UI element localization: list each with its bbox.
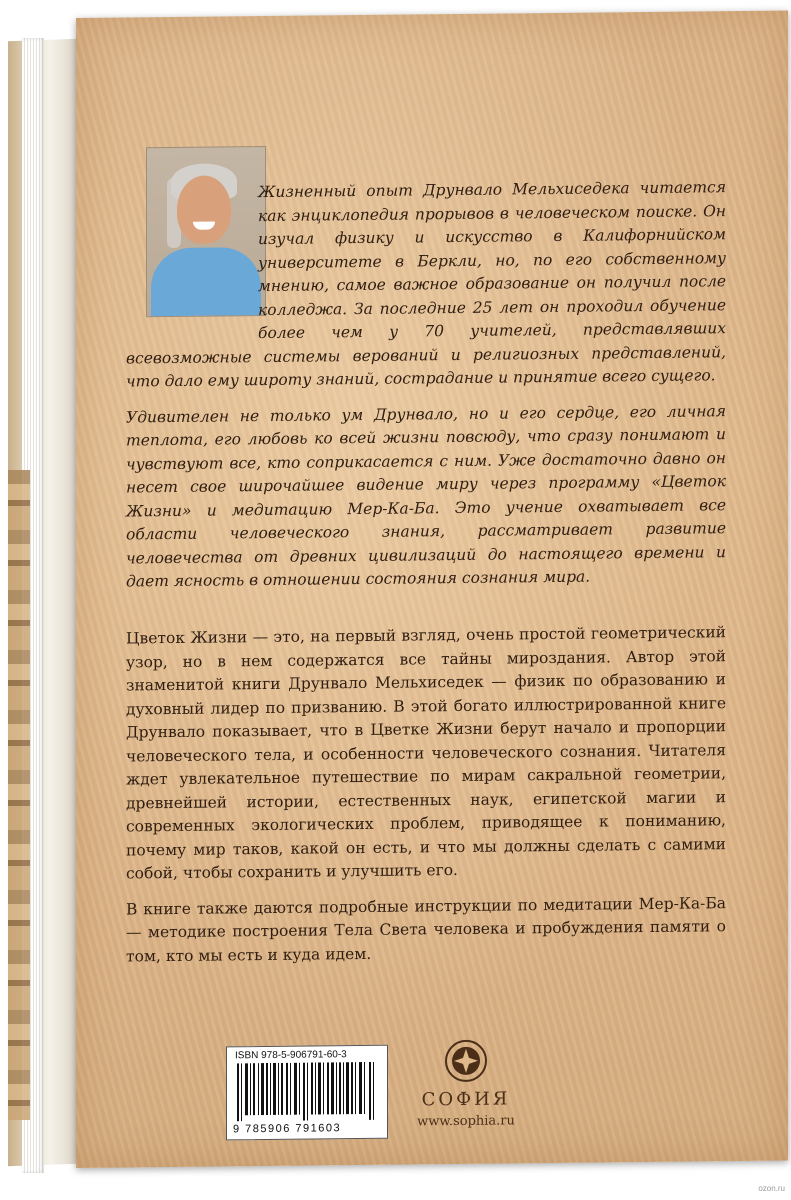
book-description [126,621,726,980]
watermark: ozon.ru [758,1184,785,1193]
isbn-barcode [226,1045,388,1141]
spine-wood-texture [8,470,30,1120]
back-cover [76,11,788,1168]
bio-paragraph-1: Жизненный опыт Друнвало Мельхиседека читается как энциклопедия прорывов в человеческом поиске. Он изучал физику и искусство в Калифорнийском университете в Беркли, но, по его собственному мнению, самое важное образование он получил после колледжа. За последние 25 лет он проходил обучение более чем у 70 учителей, представлявших всевозможные системы верований и религиозных представлений, что дало ему широту знаний, сострадание и принятие всего сущего. [126,178,726,391]
isbn-number: 9 785906 791603 [233,1122,342,1136]
publisher-name: СОФИЯ [421,1088,511,1111]
publisher-logo-icon [444,1039,488,1083]
bio-paragraph-2: Удивителен не только ум Друнвало, но и его сердце, его личная теплота, его любовь ко всей жизни повсюду, что сразу понимают и чувствуют все, кто соприкасается с ним. Уже достаточно давно он несет свое широчайшее видение миру через программу «Цветок Жизни» и медитацию Мер-Ка-Ба. Это учение охватывает все области человеческого знания, рассматривает развитие человечества от древних цивилизаций до настоящего времени и дает ясность в отношении состояния сознания мира. [126,401,726,591]
description-paragraph-1: Цветок Жизни — это, на первый взгляд, очень простой геометрический узор, но в нем содержатся все тайны мироздания. Автор этой знаменитой книги Друнвало Мельхиседек — физик по образованию и духовный лидер по призванию. В этой богато иллюстрированной книге Друнвало показывает, что в Цветке Жизни берут начало и пропорции человеческого тела, и особенности человеческого сознания. Читателя ждет увлекательное путешествие по мирам сакральной геометрии, древнейшей истории, естественных наук, египетской магии и современных экологических проблем, приводящее к пониманию, почему мир таков, какой он есть, и что мы должны сделать с самими собой, чтобы сохранить и улучшить его. [126,623,726,883]
isbn-label: ISBN 978-5-906791-60-3 [235,1049,347,1062]
barcode-icon [235,1062,379,1122]
publisher-url: www.sophia.ru [417,1113,515,1130]
description-paragraph-2: В книге также даются подробные инструкции по медитации Мер-Ка-Ба — методике построения Тела Света человека и пробуждения памяти о том, кто мы есть и куда идем. [126,893,726,965]
publisher-block [406,1038,526,1129]
author-bio [126,176,726,606]
